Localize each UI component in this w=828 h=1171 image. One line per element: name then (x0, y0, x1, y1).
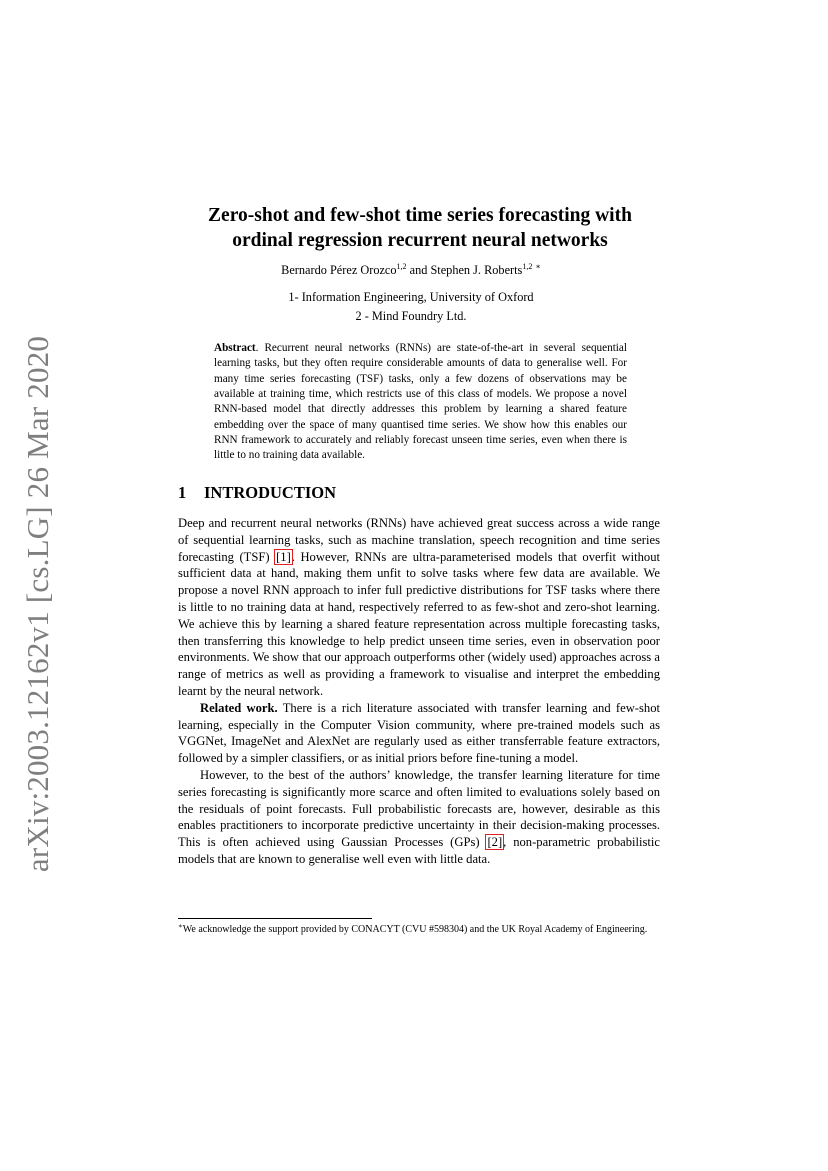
citation-link-1[interactable]: [1] (276, 549, 291, 564)
footnote (178, 923, 660, 937)
author-1-affiliation-marks: 1,2 (396, 262, 407, 271)
abstract-label: Abstract (214, 342, 256, 354)
section-title: INTRODUCTION (204, 483, 337, 502)
affiliation-2: 2 - Mind Foundry Ltd. (355, 309, 467, 323)
paragraph-3 (178, 767, 660, 868)
abstract-text: . Recurrent neural networks (RNNs) are state-of-the-art in several sequential learning tasks, but they often require considerable amounts of data to generalise well. For many time series forecasting (TSF) tasks, only a few dozens of observations may be available at training time, which restricts use of this class of models. We propose a novel RNN-based model that directly addresses this problem by learning a shared feature embedding over the space of many quantised time series. We show how this enables our RNN framework to accurately and reliably forecast unseen time series, even when there is little to no training data available. (214, 342, 627, 462)
paper-title-line-1: Zero-shot and few-shot time series forecasting with (208, 205, 632, 226)
author-name-1: Bernardo Pérez Orozco (281, 263, 397, 277)
author-joiner: and (406, 263, 431, 277)
footnote-rule (178, 918, 372, 919)
section-number: 1 (178, 483, 187, 502)
paragraph-2 (178, 700, 660, 767)
paper-title-line-2: ordinal regression recurrent neural networks (232, 230, 608, 251)
footnote-mark: ∗ (178, 922, 183, 930)
related-work-label: Related work. (200, 700, 278, 715)
section-heading (178, 483, 336, 503)
arxiv-identifier-stamp: arXiv:2003.12162v1 [cs.LG] 26 Mar 2020 (20, 335, 55, 873)
affiliation-1: 1- Information Engineering, University of Oxford (288, 290, 534, 304)
citation-link-2[interactable]: [2] (487, 835, 503, 850)
author-footnote-mark: ∗ (535, 262, 541, 271)
author-name-2: Stephen J. Roberts (430, 263, 523, 277)
paper-title (160, 203, 680, 253)
paragraph-3-text-b: , non-parametric probabilistic models that are known to generalise well even with little data. (178, 835, 660, 866)
author-list (160, 262, 662, 278)
paragraph-1 (178, 515, 660, 700)
paragraph-1-text-b: . However, RNNs are ultra-parameterised models that overfit without sufficient data at hand, making them unfit to solve tasks where few data are available. We propose a novel RNN approach to infer full predictive distributions for TSF tasks where there is little to no training data at hand, respectively referred to as few-shot and zero-shot learning. We achieve this by learning a shared feature representation across multiple forecasting tasks, then transferring this knowledge to help predict unseen time series, even in observation poor environments. We show that our approach outperforms other (widely used) approaches across a range of metrics as well as providing a framework to visualise and interpret the embedding learnt by the neural network. (178, 549, 660, 698)
body-text (178, 515, 660, 868)
author-2-affiliation-marks: 1,2 (522, 262, 533, 271)
abstract-block (214, 341, 627, 464)
footnote-text: We acknowledge the support provided by CONACYT (CVU #598304) and the UK Royal Academy of Engineering. (182, 924, 648, 935)
paragraph-1-text-a: Deep and recurrent neural networks (RNNs) have achieved great success across a wide range of sequential learning tasks, such as machine translation, speech recognition and time series forecasting (TSF) (178, 516, 660, 564)
paragraph-2-text: There is a rich literature associated with transfer learning and few-shot learning, especially in the Computer Vision community, where pre-trained models such as VGGNet, ImageNet and AlexNet are regularly used as either transferrable feature extractors, followed by a simpler classifiers, or as initial priors before fine-tuning a model. (178, 700, 660, 766)
paragraph-3-text-a: However, to the best of the authors’ knowledge, the transfer learning literature for time series forecasting is significantly more scarce and often limited to evaluations solely based on the residuals of point forecasts. Full probabilistic forecasts are, however, desirable as this enables practitioners to incorporate predictive uncertainty in their decision-making processes. This is often achieved using Gaussian Processes (GPs) (178, 767, 660, 850)
